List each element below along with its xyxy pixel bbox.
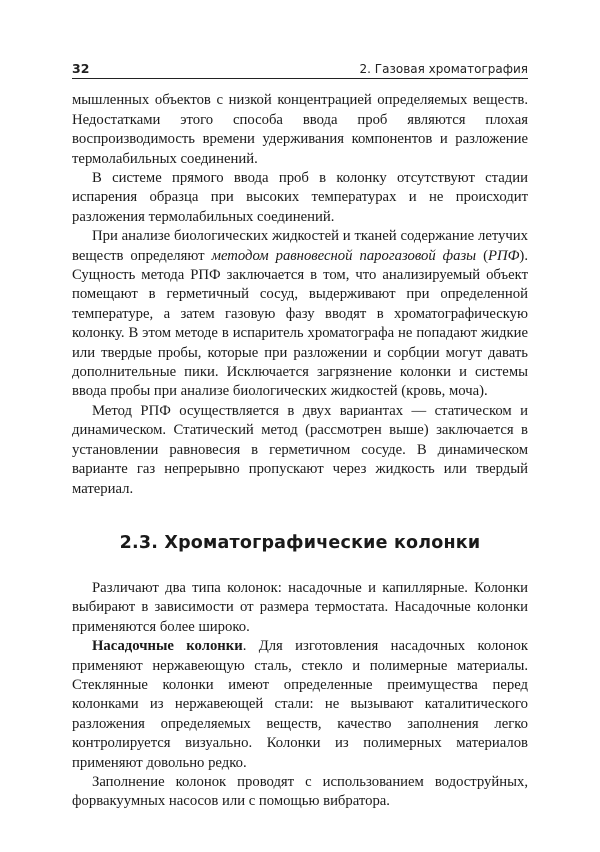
text-run: ( — [476, 247, 489, 264]
text-run: При анализе биологических жидкостей и тканей содержание летучих веществ определяют — [72, 228, 528, 264]
paragraph-continuation: мышленных объектов с низкой концентрацией определяемых веществ. Недостатками этого способа ввода проб являются плохая воспроизводимость времени удерживания компонентов и разложение термолабильных соединений. — [72, 92, 528, 167]
paragraph-headspace-method — [72, 227, 528, 402]
page-number: 32 — [72, 61, 90, 76]
bold-term: Насадочные колонки — [92, 638, 243, 655]
italic-term: методом равновесной парогазовой фазы — [211, 247, 477, 264]
paragraph-static-dynamic: Метод РПФ осуществляется в двух вариантах — статическом и динамическом. Статический метод (рассмотрен выше) заключается в установлении равновесия в герметичном сосуде. В динамическом варианте газ непрерывно пропускают через жидкость или твердый материал. — [72, 402, 528, 497]
header-rule — [72, 78, 528, 79]
italic-abbreviation: РПФ — [488, 247, 520, 264]
chapter-title: 2. Газовая хроматография — [359, 62, 528, 76]
running-head — [72, 56, 528, 76]
paragraph-column-types: Различают два типа колонок: насадочные и капиллярные. Колонки выбирают в зависимости от размера термостата. Насадочные колонки применяются более широко. — [72, 579, 528, 635]
section-heading: 2.3. Хроматографические колонки — [119, 532, 481, 553]
paragraph-packed-columns — [72, 637, 528, 773]
book-page — [72, 56, 528, 812]
text-run: . Для изготовления насадочных колонок применяют нержавеющую сталь, стекло и полимерные материалы. Стеклянные колонки имеют определенные преимущества перед колонками из нержавеющей стали: не вызывают каталитического разложения определяемых веществ, качество заполнения легко контролируется визуально. Колонки из полимерных материалов применяют довольно редко. — [72, 638, 528, 771]
paragraph-column-filling: Заполнение колонок проводят с использованием водоструйных, форвакуумных насосов или с помощью вибратора. — [72, 773, 528, 810]
paragraph-direct-injection: В системе прямого ввода проб в колонку отсутствуют стадии испарения образца при высоких температурах и не происходит разложения термолабильных соединений. — [72, 170, 528, 225]
page-body — [72, 91, 528, 811]
text-run: ). Сущность метода РПФ заключается в том, что анализируемый объект помещают в герметичный сосуд, выдерживают при определенной температуре, а затем газовую фазу вводят в хроматографическую колонку. В этом методе в испаритель хроматографа не попадают жидкие или твердые пробы, которые при разложении и сорбции могут давать дополнительные пики. Исключается загрязнение колонки и системы ввода пробы при анализе биологических жидкостей (кровь, моча). — [72, 247, 528, 400]
